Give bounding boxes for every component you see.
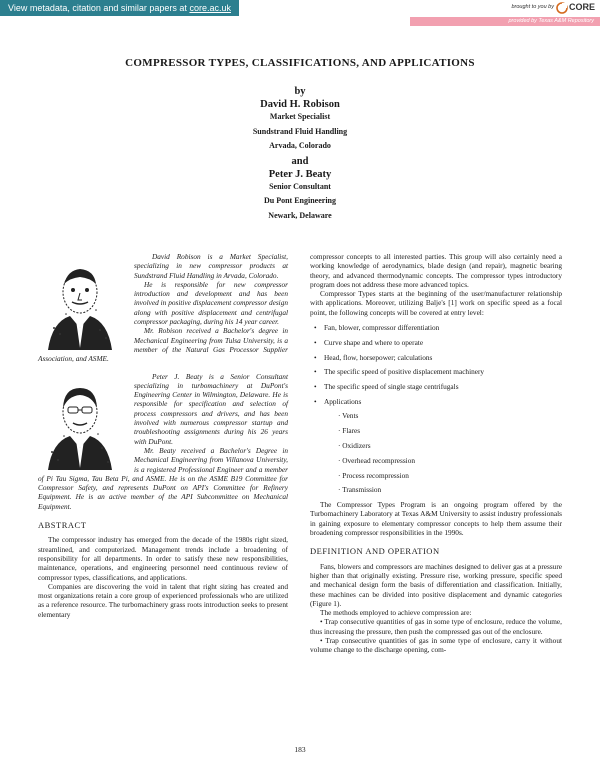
abstract-heading: ABSTRACT <box>38 520 87 531</box>
definition-p1: Fans, blowers and compressors are machines designed to deliver gas at a pressure higher than that originally existing. Pressure rise, working pressure, specific speed and mechanical design form the basis of differentiation and classification. Initially, these machines can be divided into positive displacement and dynamic categories (Figure 1). <box>310 561 562 608</box>
bullet-glyph: • <box>314 352 317 362</box>
core-link-domain[interactable]: core.ac.uk <box>189 3 231 13</box>
by-label: by <box>294 86 306 97</box>
abstract-p2: Companies are discovering the void in talent that right sizing has created and most organizations retain a core group of experienced professionals who are utilized as a reference resource. The turbomachinery grass roots introduction seeks to present elementary <box>38 581 288 619</box>
left-column <box>38 252 288 619</box>
brought-by-text: brought to you by <box>511 4 554 10</box>
robison-bio-p2: He is responsible for new compressor introduction and development and has been involved in positive displacement compressor design along with positive displacement and centrifugal compressor packaging, during his 14 year career. <box>134 279 288 327</box>
robison-portrait-image <box>38 258 122 350</box>
definition-p2: The methods employed to achieve compression are: <box>320 608 472 618</box>
bullet-glyph: • <box>314 337 317 347</box>
list-item: • Fan, blower, compressor differentiation <box>314 323 440 333</box>
core-logo-word: CORE <box>569 2 596 12</box>
author1-title: Market Specialist <box>269 112 331 121</box>
beaty-bio <box>38 372 288 511</box>
intro-continued: compressor concepts to all interested parties. This group will also certainly need a working knowledge of aerodynamics, blade design (and repair), magnetic bearing theory, and advanced thermodynamic concepts. The compressor types introductory program does not address these more advanced topics. <box>310 252 562 289</box>
bullet-glyph: • <box>314 382 317 392</box>
author2-name: Peter J. Beaty <box>268 168 332 180</box>
concept-list <box>310 323 562 495</box>
bullet-glyph: • <box>314 323 317 333</box>
definition-heading: DEFINITION AND OPERATION <box>310 546 440 557</box>
robison-bio-p3: Mr. Robison received a Bachelor's degree in Mechanical Engineering from Tulsa University, is a member of the Natural Gas Processor Supplier Association, and ASME. <box>38 326 288 364</box>
applications-sublist <box>324 411 562 494</box>
sub-list-item: · Oxidizers <box>338 440 371 450</box>
core-metadata-link[interactable] <box>0 0 239 16</box>
robison-bio <box>38 252 288 364</box>
robison-bio-p1: David Robison is a Market Specialist, specializing in new compressor products at Sundstrand Fluid Handling in Arvada, Colorado. <box>134 252 288 280</box>
title-block <box>0 57 600 223</box>
bullet-glyph: • <box>314 397 317 407</box>
definition-p3: • Trap consecutive quantities of gas in some type of enclosure, reduce the volume, thus increasing the pressure, then push the compressed gas out of the enclosure. <box>310 617 562 636</box>
page-number: 183 <box>294 745 306 754</box>
author2-title: Senior Consultant <box>269 181 331 191</box>
author1-location: Arvada, Colorado <box>269 141 331 150</box>
sub-list-item: · Vents <box>338 411 359 421</box>
author1-org: Sundstrand Fluid Handling <box>252 126 348 136</box>
sub-list-item: · Overhead recompression <box>338 455 416 465</box>
core-banner <box>0 0 600 17</box>
list-item: • The specific speed of single stage centrifugals <box>314 382 459 392</box>
provided-by-banner[interactable]: provided by Texas A&M Repository <box>410 17 600 26</box>
program-paragraph: The Compressor Types Program is an ongoing program offered by the Turbomachinery Laboratory at Texas A&M University to assist industry professionals in gaining exposure to elementary compressor concepts to help them assume their broadening compressor responsibilities in the 1990s. <box>310 500 562 538</box>
list-item: • Head, flow, horsepower; calculations <box>314 352 433 362</box>
and-label: and <box>291 155 309 167</box>
author2-location: Newark, Delaware <box>268 210 332 220</box>
sub-list-item: · Transmission <box>338 485 382 495</box>
core-logo-icon <box>556 2 568 14</box>
definition-p4: • Trap consecutive quantities of gas in some type of enclosure, carry it without volume change to the discharge opening, com- <box>310 636 562 655</box>
author1-name: David H. Robison <box>260 99 340 110</box>
beaty-bio-p1: Peter J. Beaty is a Senior Consultant specializing in turbomachinery at DuPont's Engineering Center in Wilmington, Delaware. He is responsible for specification and selection of process compressors and drivers, and has been involved with numerous compressor startup and troubleshooting assignments during his 26 years with DuPont. <box>134 371 288 446</box>
core-logo[interactable] <box>556 2 596 14</box>
beaty-portrait-image <box>38 378 122 470</box>
sub-list-item: · Flares <box>338 426 361 436</box>
core-link-prefix: View metadata, citation and similar papers at <box>8 3 190 13</box>
beaty-bio-p2: Mr. Beaty received a Bachelor's Degree in Mechanical Engineering from Villanova University, is a registered Professional Engineer and a member of Pi Tau Sigma, Tau Beta Pi, and ASME. He is on the ASME B19 Committee for Compressor Safety, and represents DuPont on API's Committee for Refinery Equipment. He is an active member of the API Subcommittee on Mechanical Equipment. <box>38 445 288 511</box>
bullet-glyph: • <box>314 367 317 377</box>
sub-list-item: · Process recompression <box>338 470 409 480</box>
list-item: • The specific speed of positive displacement machinery <box>314 367 485 377</box>
abstract-p1: The compressor industry has emerged from the decade of the 1980s right sized, streamlined, and computerized. Management trends include a broadening of responsibility for all departments. In order to satisfy these new responsibilities, maintenance, operations, and engineering personnel need continuous review of compressor types, classifications, and applications. <box>38 535 288 582</box>
compressor-types-intro: Compressor Types starts at the beginning of the user/manufacturer relationship with applications. Moreover, utilizing Balje's [1] work on specific speed as a focal point, the following concepts will be covered at entry level: <box>310 289 562 317</box>
list-item: • Applications · Vents · Flares · Oxidizers · Overhead recompression · Process recompression · Transmission <box>314 397 562 495</box>
paper-title: COMPRESSOR TYPES, CLASSIFICATIONS, AND APPLICATIONS <box>125 57 475 69</box>
list-item: • Curve shape and where to operate <box>314 337 424 347</box>
right-column <box>310 252 562 655</box>
author2-org: Du Pont Engineering <box>263 196 336 205</box>
